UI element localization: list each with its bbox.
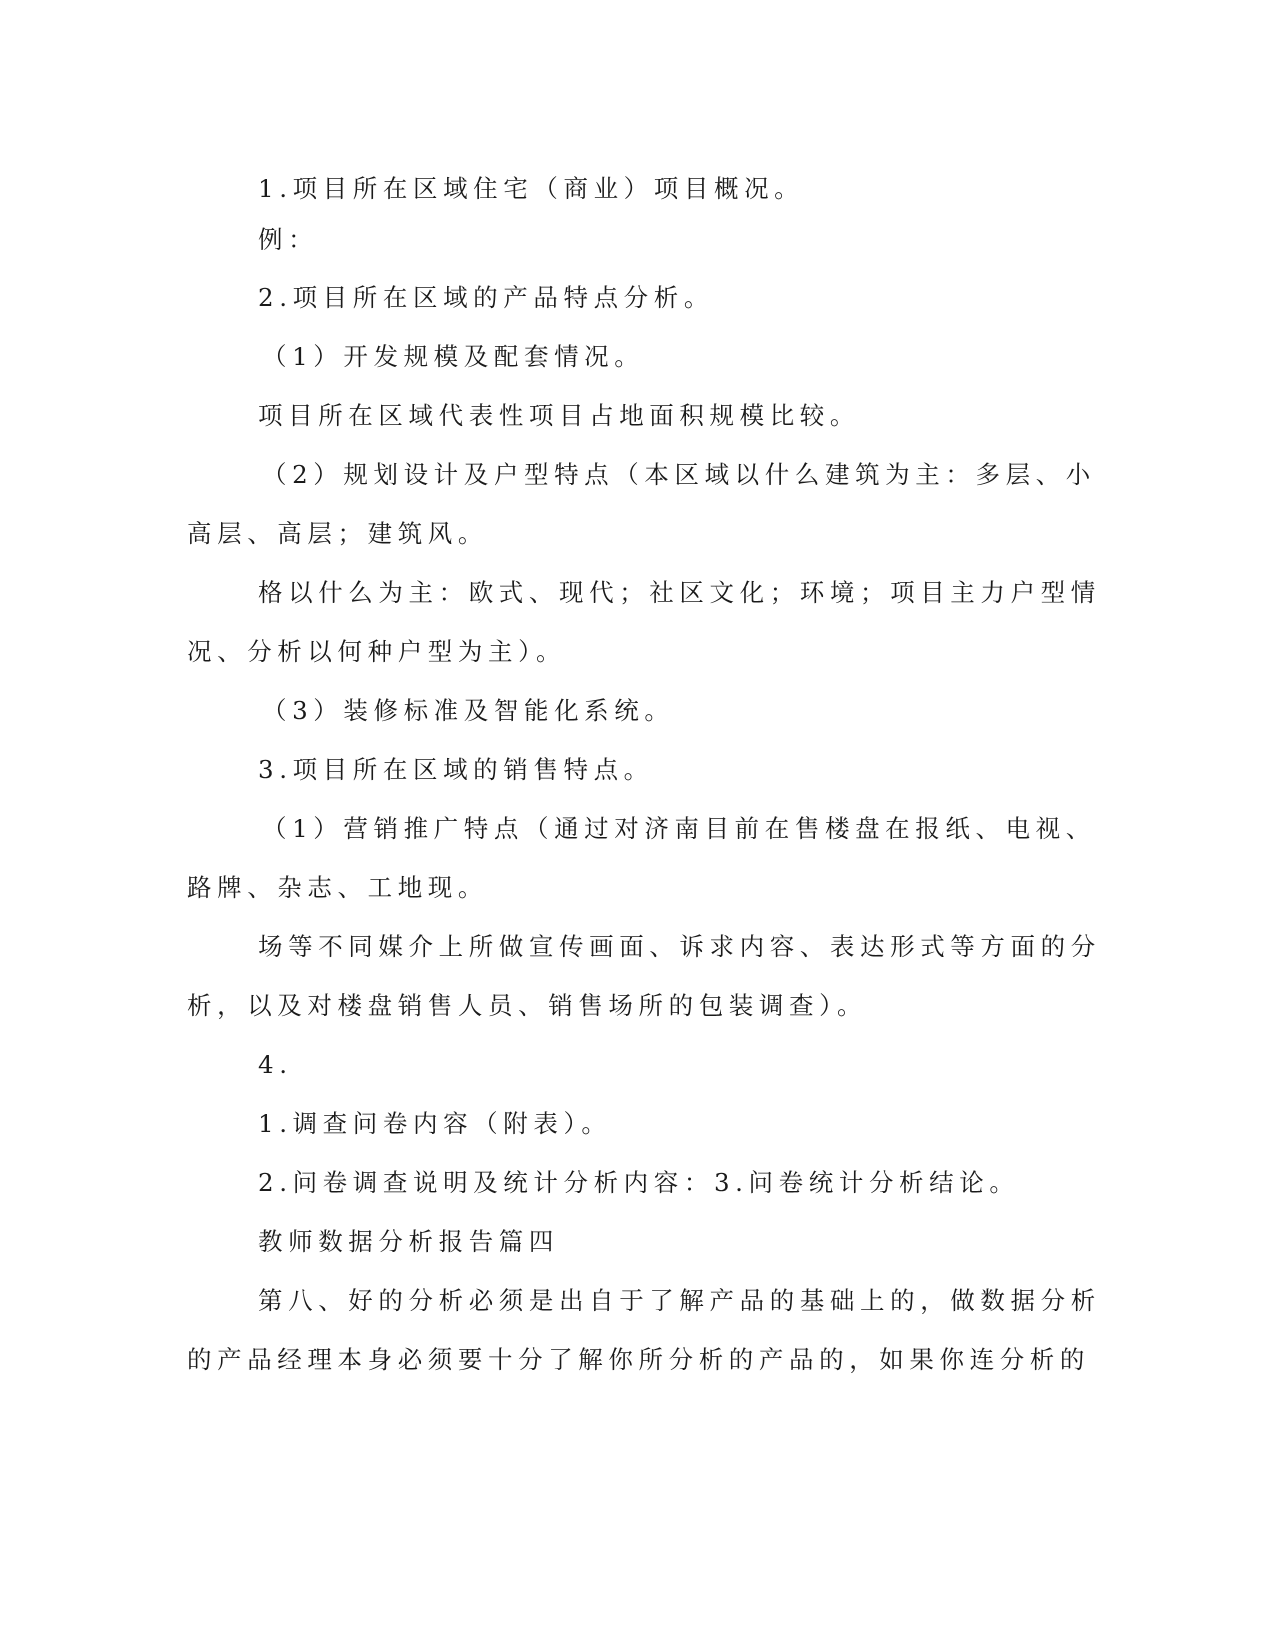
text-line: 1.调查问卷内容（附表）。 xyxy=(258,1109,612,1138)
text-line: 高层、高层；建筑风。 xyxy=(187,519,488,548)
text-line: （1）营销推广特点（通过对济南目前在售楼盘在报纸、电视、 xyxy=(262,814,1096,843)
text-line: 例： xyxy=(258,225,319,254)
text-line: 教师数据分析报告篇四 xyxy=(258,1227,559,1256)
text-line: 2.问卷调查说明及统计分析内容：3.问卷统计分析结论。 xyxy=(258,1168,1020,1197)
text-line: 3.项目所在区域的销售特点。 xyxy=(258,755,654,784)
text-line: 析，以及对楼盘销售人员、销售场所的包装调查）。 xyxy=(187,991,868,1020)
text-line: （2）规划设计及户型特点（本区域以什么建筑为主：多层、小 xyxy=(262,460,1096,489)
text-line: 路牌、杂志、工地现。 xyxy=(187,873,488,902)
text-line: 格以什么为主：欧式、现代；社区文化；环境；项目主力户型情 xyxy=(258,578,1101,607)
text-line: 项目所在区域代表性项目占地面积规模比较。 xyxy=(258,401,860,430)
text-line: 2.项目所在区域的产品特点分析。 xyxy=(258,283,714,312)
text-line: （3）装修标准及智能化系统。 xyxy=(262,696,675,725)
text-line: 4. xyxy=(258,1050,293,1079)
text-line: 1.项目所在区域住宅（商业）项目概况。 xyxy=(258,174,805,203)
text-line: 场等不同媒介上所做宣传画面、诉求内容、表达形式等方面的分 xyxy=(258,932,1101,961)
text-line: （1）开发规模及配套情况。 xyxy=(262,342,645,371)
text-line: 的产品经理本身必须要十分了解你所分析的产品的，如果你连分析的 xyxy=(187,1345,1090,1374)
text-line: 况、分析以何种户型为主）。 xyxy=(187,637,567,666)
text-line: 第八、好的分析必须是出自于了解产品的基础上的，做数据分析 xyxy=(258,1286,1101,1315)
